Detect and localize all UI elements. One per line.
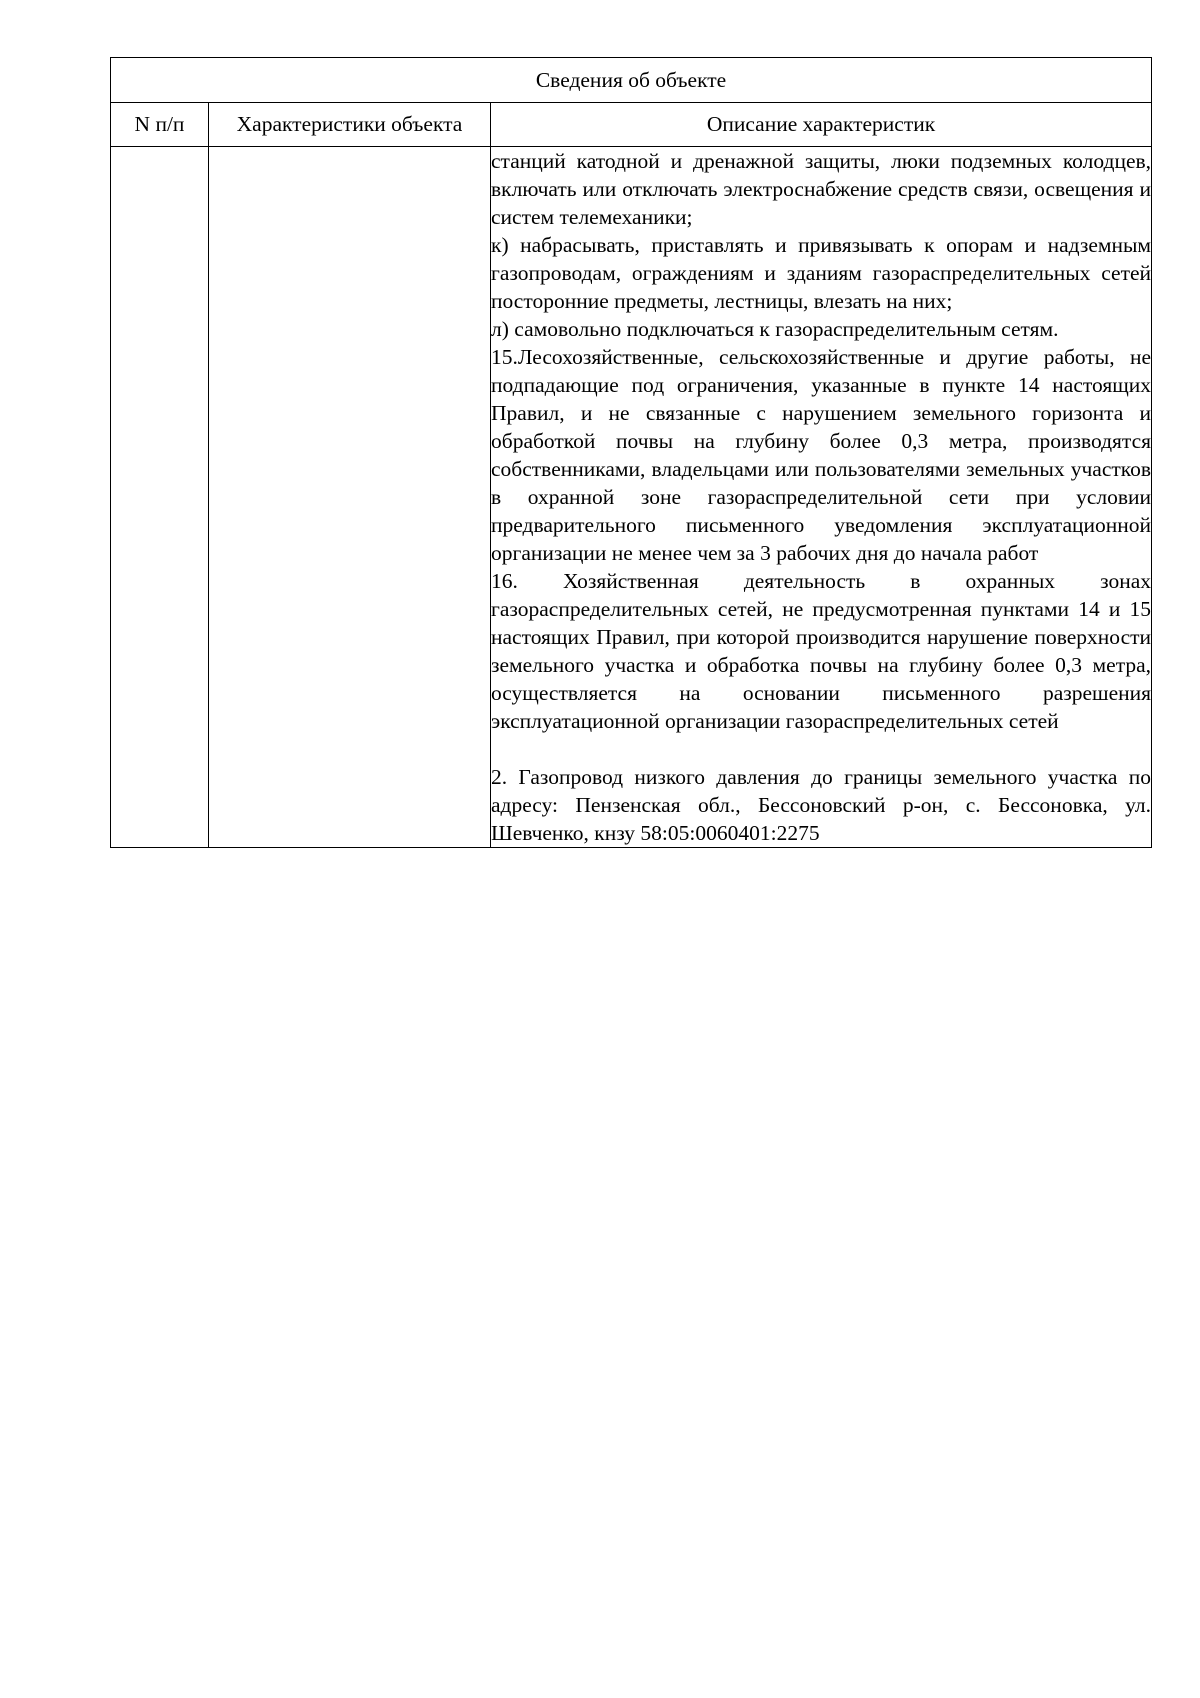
table-title-row	[111, 58, 1152, 103]
description-paragraph-1: станций катодной и дренажной защиты, люки подземных колодцев, включать или отключать электроснабжение средств связи, освещения и систем телемеханики;	[491, 149, 1152, 229]
description-paragraph-6: 2. Газопровод низкого давления до границы земельного участка по адресу: Пензенская обл., Бессоновский р-он, с. Бессоновка, ул. Шевченко, кнзу 58:05:0060401:2275	[491, 765, 1152, 845]
row-num-cell	[111, 147, 209, 848]
description-paragraph-4: 15.Лесохозяйственные, сельскохозяйственные и другие работы, не подпадающие под ограничения, указанные в пункте 14 настоящих Правил, и не связанные с нарушением земельного горизонта и обработкой почвы на глубину более 0,3 метра, производятся собственниками, владельцами или пользователями земельных участков в охранной зоне газораспределительной сети при условии предварительного письменного уведомления эксплуатационной организации не менее чем за 3 рабочих дня до начала работ	[491, 345, 1152, 565]
description-paragraph-2: к) набрасывать, приставлять и привязывать к опорам и надземным газопроводам, ограждениям и зданиям газораспределительных сетей посторонние предметы, лестницы, влезать на них;	[491, 233, 1152, 313]
paragraph-spacer	[491, 735, 1151, 763]
header-characteristics: Характеристики объекта	[209, 103, 491, 147]
description-paragraph-5: 16. Хозяйственная деятельность в охранных зонах газораспределительных сетей, не предусмотренная пунктами 14 и 15 настоящих Правил, при которой производится нарушение поверхности земельного участка и обработка почвы на глубину более 0,3 метра, осуществляется на основании письменного разрешения эксплуатационной организации газораспределительных сетей	[491, 569, 1152, 733]
row-characteristics-cell	[209, 147, 491, 848]
table-header-row	[111, 103, 1152, 147]
description-paragraph-3: л) самовольно подключаться к газораспределительным сетям.	[491, 317, 1059, 341]
header-num: N п/п	[111, 103, 209, 147]
object-info-table	[110, 57, 1152, 848]
header-description: Описание характеристик	[491, 103, 1152, 147]
table-title: Сведения об объекте	[111, 58, 1152, 103]
table-row	[111, 147, 1152, 848]
row-description-cell	[491, 147, 1152, 848]
